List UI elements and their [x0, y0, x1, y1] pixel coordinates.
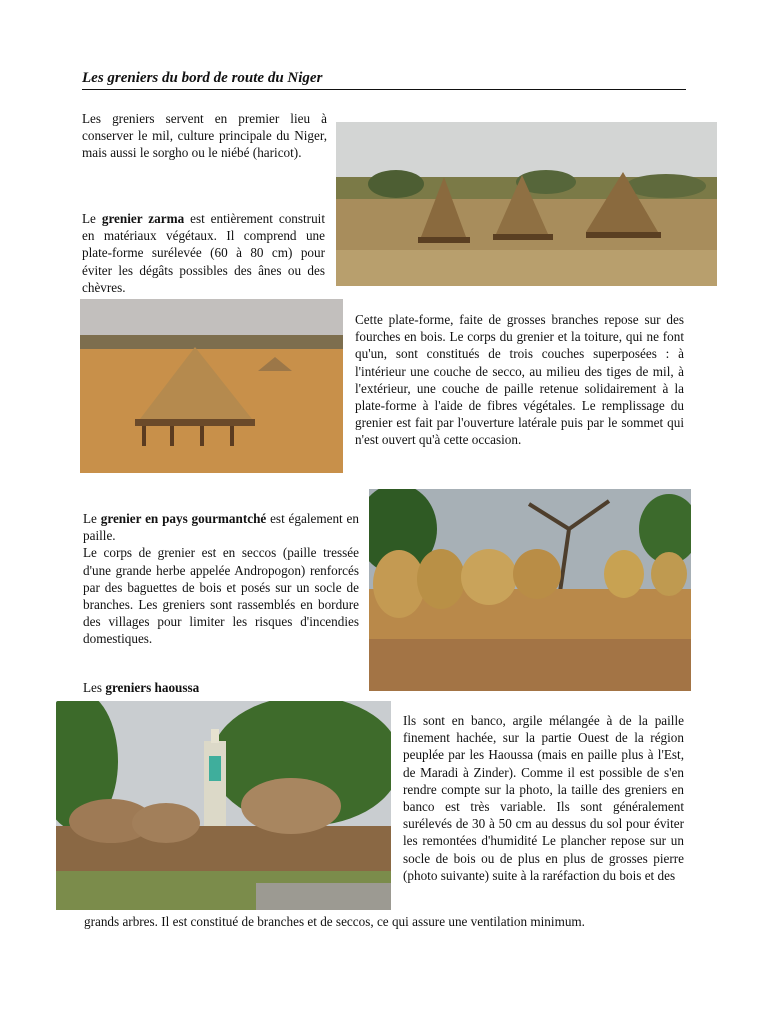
- photo-zarma-platform: [80, 299, 343, 473]
- heading-haoussa: [83, 679, 283, 696]
- photo-haoussa-granaries: [56, 701, 391, 910]
- bold-term: greniers haoussa: [105, 680, 200, 695]
- paragraph-haoussa-end: grands arbres. Il est constitué de branches et de seccos, ce qui assure une ventilation minimum.: [84, 914, 585, 929]
- text: Les: [83, 680, 106, 695]
- text: Le corps de grenier est en seccos (paille tressée d'une grande herbe appelée Andropogon) renforcés par des baguettes de bois et posés sur un socle de branches. Les greniers sont rassemblés en bordure des villages pour limiter les risques d'incendies domestiques.: [83, 545, 359, 647]
- paragraph-zarma: [82, 210, 325, 296]
- bold-term: grenier en pays gourmantché: [100, 511, 267, 526]
- text: est entièrement construit en matériaux végétaux. Il comprend une plate-forme surélevée (60 à 80 cm) pour éviter les dégâts possibles des ânes ou des chèvres.: [82, 211, 325, 295]
- text: Le: [82, 211, 102, 226]
- text: Le: [83, 511, 101, 526]
- text: est également en paille.: [83, 511, 359, 544]
- photo-gourmantche-granaries: [369, 489, 691, 691]
- paragraph-haoussa: Ils sont en banco, argile mélangée à de la paille finement hachée, sur la partie Ouest de la région peuplée par les Haoussa (mais en paille plus à l'Est, de Maradi à Zinder). Comme il est possible de s'en rendre compte sur la photo, la taille des greniers en banco est très variable. Ils sont généralement surélevés de 30 à 50 cm au dessus du sol pour éviter les remontées d'humidité Le plancher repose sur un socle de bois ou de plus en plus de grosses pierre (photo suivante) suite à la raréfaction du bois et des: [403, 713, 684, 883]
- paragraph-intro: Les greniers servent en premier lieu à conserver le mil, culture principale du Niger, mais aussi le sorgho ou le niébé (haricot).: [82, 111, 327, 161]
- paragraph-platform: Cette plate-forme, faite de grosses branches repose sur des fourches en bois. Le corps du grenier et la toiture, qui ne font qu'un, sont constitués de trois couches superposées : à l'intérieur une couche de secco, au milieu des tiges de mil, à l'extérieur, une couche de paille retenue solidairement à la plate-forme à l'aide de fibres végétales. Le remplissage du grenier est fait par l'ouverture latérale puis par le sommet qui n'est ouvert qu'à cette occasion.: [355, 312, 684, 448]
- paragraph-gourmantche: [83, 510, 359, 648]
- bold-term: grenier zarma: [101, 211, 185, 226]
- page-title: Les greniers du bord de route du Niger: [82, 70, 686, 90]
- photo-zarma-granaries: [336, 122, 717, 286]
